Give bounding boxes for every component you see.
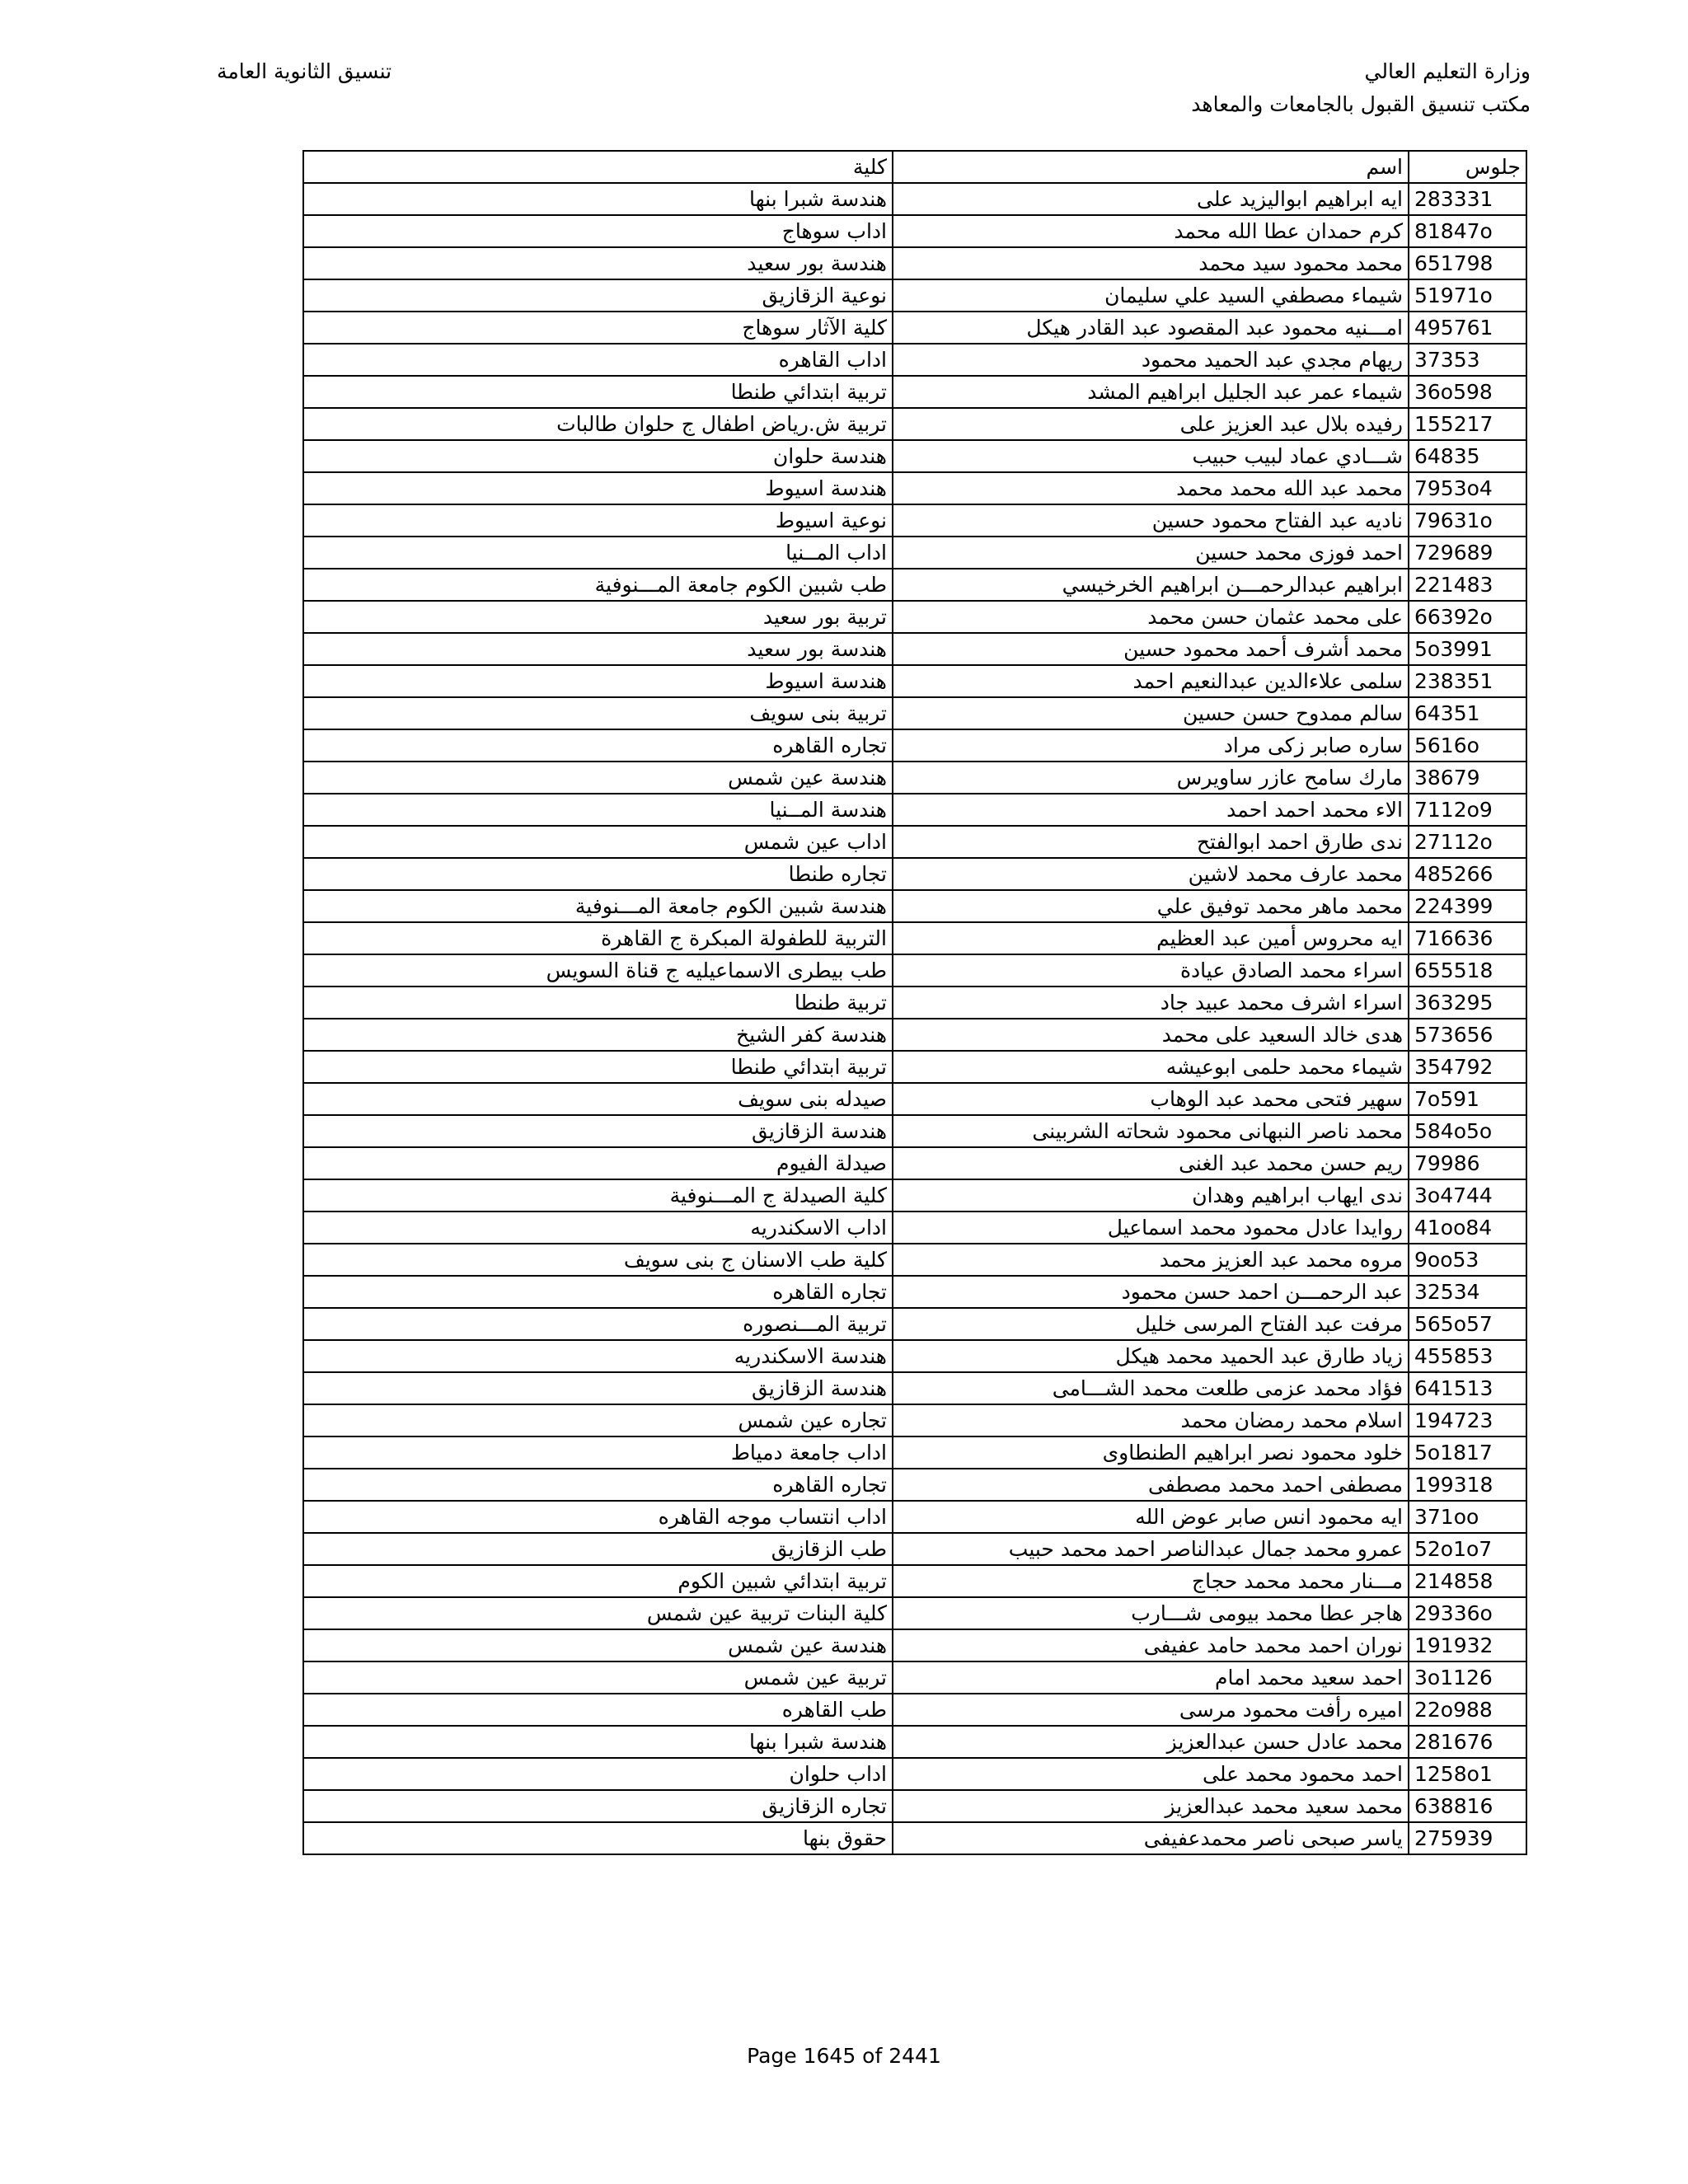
table-row bbox=[303, 504, 1526, 537]
faculty-cell: تربية بور سعيد bbox=[303, 601, 893, 633]
seat-cell: 64351 bbox=[1409, 697, 1526, 729]
table-row bbox=[303, 1597, 1526, 1629]
name-cell: عمرو محمد جمال عبدالناصر احمد محمد حبيب bbox=[893, 1533, 1409, 1565]
faculty-cell: تربية عين شمس bbox=[303, 1661, 893, 1694]
name-cell: مصطفى احمد محمد مصطفى bbox=[893, 1469, 1409, 1501]
seat-cell: 81847o bbox=[1409, 215, 1526, 247]
seat-cell: 36o598 bbox=[1409, 376, 1526, 408]
faculty-cell: طب شبين الكوم جامعة المـــنوفية bbox=[303, 569, 893, 601]
faculty-cell: تجاره القاهره bbox=[303, 729, 893, 762]
office-title: مكتب تنسيق القبول بالجامعات والمعاهد bbox=[1191, 92, 1531, 116]
faculty-cell: هندسة عين شمس bbox=[303, 762, 893, 794]
seat-cell: 455853 bbox=[1409, 1340, 1526, 1372]
faculty-cell: هندسة كفر الشيخ bbox=[303, 1019, 893, 1051]
table-row bbox=[303, 440, 1526, 472]
name-cell: محمد محمود سيد محمد bbox=[893, 247, 1409, 279]
seat-cell: 565o57 bbox=[1409, 1308, 1526, 1340]
faculty-cell: هندسة عين شمس bbox=[303, 1629, 893, 1661]
seat-cell: 9oo53 bbox=[1409, 1244, 1526, 1276]
faculty-cell: طب بيطرى الاسماعيليه ج قناة السويس bbox=[303, 954, 893, 987]
name-cell: محمد عبد الله محمد محمد bbox=[893, 472, 1409, 504]
seat-cell: 651798 bbox=[1409, 247, 1526, 279]
faculty-cell: تربية ابتدائي طنطا bbox=[303, 376, 893, 408]
table-row bbox=[303, 987, 1526, 1019]
seat-cell: 1258o1 bbox=[1409, 1758, 1526, 1790]
name-cell: سلمى علاءالدين عبدالنعيم احمد bbox=[893, 665, 1409, 697]
name-cell: ساره صابر زكى مراد bbox=[893, 729, 1409, 762]
faculty-cell: تربية ش.رياض اطفال ج حلوان طالبات bbox=[303, 408, 893, 440]
name-cell: احمد سعيد محمد امام bbox=[893, 1661, 1409, 1694]
seat-cell: 5o3991 bbox=[1409, 633, 1526, 665]
table-row bbox=[303, 408, 1526, 440]
column-header-seat: جلوس bbox=[1409, 151, 1526, 183]
table-header-row bbox=[303, 151, 1526, 183]
name-cell: زياد طارق عبد الحميد محمد هيكل bbox=[893, 1340, 1409, 1372]
seat-cell: 66392o bbox=[1409, 601, 1526, 633]
faculty-cell: اداب حلوان bbox=[303, 1758, 893, 1790]
name-cell: شيماء عمر عبد الجليل ابراهيم المشد bbox=[893, 376, 1409, 408]
table-row bbox=[303, 794, 1526, 826]
table-body bbox=[303, 183, 1526, 1854]
table-row bbox=[303, 1147, 1526, 1179]
name-cell: ايه محروس أمين عبد العظيم bbox=[893, 922, 1409, 954]
faculty-cell: اداب جامعة دمياط bbox=[303, 1436, 893, 1469]
faculty-cell: تربية بنى سويف bbox=[303, 697, 893, 729]
name-cell: سالم ممدوح حسن حسين bbox=[893, 697, 1409, 729]
faculty-cell: التربية للطفولة المبكرة ج القاهرة bbox=[303, 922, 893, 954]
name-cell: روايدا عادل محمود محمد اسماعيل bbox=[893, 1212, 1409, 1244]
table-row bbox=[303, 537, 1526, 569]
name-cell: ابراهيم عبدالرحمـــن ابراهيم الخرخيسي bbox=[893, 569, 1409, 601]
table-row bbox=[303, 858, 1526, 890]
faculty-cell: تجاره الزقازيق bbox=[303, 1790, 893, 1822]
table-row bbox=[303, 601, 1526, 633]
name-cell: ياسر صبحى ناصر محمدعفيفى bbox=[893, 1822, 1409, 1854]
table-row bbox=[303, 1179, 1526, 1212]
table-row bbox=[303, 376, 1526, 408]
table-row bbox=[303, 1533, 1526, 1565]
faculty-cell: تجاره القاهره bbox=[303, 1276, 893, 1308]
seat-cell: 7112o9 bbox=[1409, 794, 1526, 826]
name-cell: احمد محمود محمد على bbox=[893, 1758, 1409, 1790]
faculty-cell: تربية ابتدائي شبين الكوم bbox=[303, 1565, 893, 1597]
seat-cell: 224399 bbox=[1409, 890, 1526, 922]
name-cell: ندى طارق احمد ابوالفتح bbox=[893, 826, 1409, 858]
table-row bbox=[303, 1244, 1526, 1276]
name-cell: نوران احمد محمد حامد عفيفى bbox=[893, 1629, 1409, 1661]
seat-cell: 79986 bbox=[1409, 1147, 1526, 1179]
name-cell: محمد سعيد محمد عبدالعزيز bbox=[893, 1790, 1409, 1822]
name-cell: اميره رأفت محمود مرسى bbox=[893, 1694, 1409, 1726]
faculty-cell: طب الزقازيق bbox=[303, 1533, 893, 1565]
name-cell: امـــنيه محمود عبد المقصود عبد القادر هيكل bbox=[893, 312, 1409, 344]
faculty-cell: اداب عين شمس bbox=[303, 826, 893, 858]
faculty-cell: اداب القاهره bbox=[303, 344, 893, 376]
table-row bbox=[303, 183, 1526, 215]
name-cell: ايه محمود انس صابر عوض الله bbox=[893, 1501, 1409, 1533]
admissions-table bbox=[302, 150, 1527, 1855]
seat-cell: 716636 bbox=[1409, 922, 1526, 954]
faculty-cell: هندسة المــنيا bbox=[303, 794, 893, 826]
table-row bbox=[303, 1019, 1526, 1051]
faculty-cell: اداب الاسكندريه bbox=[303, 1212, 893, 1244]
name-cell: ناديه عبد الفتاح محمود حسين bbox=[893, 504, 1409, 537]
faculty-cell: هندسة بور سعيد bbox=[303, 633, 893, 665]
name-cell: خلود محمود نصر ابراهيم الطنطاوى bbox=[893, 1436, 1409, 1469]
seat-cell: 52o1o7 bbox=[1409, 1533, 1526, 1565]
seat-cell: 29336o bbox=[1409, 1597, 1526, 1629]
column-header-faculty: كلية bbox=[303, 151, 893, 183]
table-row bbox=[303, 633, 1526, 665]
name-cell: ايه ابراهيم ابواليزيد على bbox=[893, 183, 1409, 215]
name-cell: مـــنار محمد محمد حجاج bbox=[893, 1565, 1409, 1597]
seat-cell: 27112o bbox=[1409, 826, 1526, 858]
table-row bbox=[303, 279, 1526, 312]
table-row bbox=[303, 1276, 1526, 1308]
table-row bbox=[303, 1436, 1526, 1469]
seat-cell: 283331 bbox=[1409, 183, 1526, 215]
table-row bbox=[303, 1822, 1526, 1854]
name-cell: اسلام محمد رمضان محمد bbox=[893, 1404, 1409, 1436]
faculty-cell: تربية المـــنصوره bbox=[303, 1308, 893, 1340]
name-cell: الاء محمد احمد احمد bbox=[893, 794, 1409, 826]
table-row bbox=[303, 1404, 1526, 1436]
faculty-cell: هندسة الاسكندريه bbox=[303, 1340, 893, 1372]
table-row bbox=[303, 1661, 1526, 1694]
name-cell: فؤاد محمد عزمى طلعت محمد الشـــامى bbox=[893, 1372, 1409, 1404]
seat-cell: 3o4744 bbox=[1409, 1179, 1526, 1212]
table-row bbox=[303, 1083, 1526, 1115]
seat-cell: 155217 bbox=[1409, 408, 1526, 440]
seat-cell: 655518 bbox=[1409, 954, 1526, 987]
table-row bbox=[303, 665, 1526, 697]
faculty-cell: تجاره طنطا bbox=[303, 858, 893, 890]
name-cell: شيماء محمد حلمى ابوعيشه bbox=[893, 1051, 1409, 1083]
seat-cell: 485266 bbox=[1409, 858, 1526, 890]
faculty-cell: هندسة شبين الكوم جامعة المـــنوفية bbox=[303, 890, 893, 922]
table-row bbox=[303, 569, 1526, 601]
table-row bbox=[303, 472, 1526, 504]
name-cell: مارك سامح عازر ساويرس bbox=[893, 762, 1409, 794]
seat-cell: 191932 bbox=[1409, 1629, 1526, 1661]
name-cell: مروه محمد عبد العزيز محمد bbox=[893, 1244, 1409, 1276]
faculty-cell: هندسة شبرا بنها bbox=[303, 183, 893, 215]
name-cell: هدى خالد السعيد على محمد bbox=[893, 1019, 1409, 1051]
faculty-cell: نوعية الزقازيق bbox=[303, 279, 893, 312]
table-row bbox=[303, 826, 1526, 858]
name-cell: محمد عارف محمد لاشين bbox=[893, 858, 1409, 890]
faculty-cell: هندسة اسيوط bbox=[303, 472, 893, 504]
faculty-cell: هندسة الزقازيق bbox=[303, 1372, 893, 1404]
table-row bbox=[303, 1372, 1526, 1404]
table-row bbox=[303, 215, 1526, 247]
name-cell: سهير فتحى محمد عبد الوهاب bbox=[893, 1083, 1409, 1115]
table-row bbox=[303, 1115, 1526, 1147]
faculty-cell: كلية البنات تربية عين شمس bbox=[303, 1597, 893, 1629]
table-row bbox=[303, 762, 1526, 794]
faculty-cell: هندسة بور سعيد bbox=[303, 247, 893, 279]
table-row bbox=[303, 1629, 1526, 1661]
seat-cell: 638816 bbox=[1409, 1790, 1526, 1822]
seat-cell: 32534 bbox=[1409, 1276, 1526, 1308]
faculty-cell: صيدله بنى سويف bbox=[303, 1083, 893, 1115]
seat-cell: 7o591 bbox=[1409, 1083, 1526, 1115]
table-row bbox=[303, 890, 1526, 922]
name-cell: عبد الرحمـــن احمد حسن محمود bbox=[893, 1276, 1409, 1308]
table-row bbox=[303, 1212, 1526, 1244]
faculty-cell: هندسة اسيوط bbox=[303, 665, 893, 697]
seat-cell: 7953o4 bbox=[1409, 472, 1526, 504]
name-cell: اسراء محمد الصادق عيادة bbox=[893, 954, 1409, 987]
faculty-cell: صيدلة الفيوم bbox=[303, 1147, 893, 1179]
table-row bbox=[303, 1726, 1526, 1758]
column-header-name: اسم bbox=[893, 151, 1409, 183]
name-cell: محمد ناصر النبهانى محمود شحاته الشربينى bbox=[893, 1115, 1409, 1147]
table-row bbox=[303, 954, 1526, 987]
faculty-cell: نوعية اسيوط bbox=[303, 504, 893, 537]
faculty-cell: كلية الصيدلة ج المـــنوفية bbox=[303, 1179, 893, 1212]
seat-cell: 5o1817 bbox=[1409, 1436, 1526, 1469]
table-row bbox=[303, 312, 1526, 344]
faculty-cell: طب القاهره bbox=[303, 1694, 893, 1726]
seat-cell: 38679 bbox=[1409, 762, 1526, 794]
table-row bbox=[303, 1565, 1526, 1597]
seat-cell: 354792 bbox=[1409, 1051, 1526, 1083]
seat-cell: 5616o bbox=[1409, 729, 1526, 762]
table-row bbox=[303, 697, 1526, 729]
name-cell: محمد ماهر محمد توفيق علي bbox=[893, 890, 1409, 922]
seat-cell: 194723 bbox=[1409, 1404, 1526, 1436]
name-cell: مرفت عبد الفتاح المرسى خليل bbox=[893, 1308, 1409, 1340]
name-cell: ريم حسن محمد عبد الغنى bbox=[893, 1147, 1409, 1179]
seat-cell: 199318 bbox=[1409, 1469, 1526, 1501]
table-row bbox=[303, 1694, 1526, 1726]
seat-cell: 584o5o bbox=[1409, 1115, 1526, 1147]
faculty-cell: كلية طب الاسنان ج بنى سويف bbox=[303, 1244, 893, 1276]
name-cell: كرم حمدان عطا الله محمد bbox=[893, 215, 1409, 247]
seat-cell: 214858 bbox=[1409, 1565, 1526, 1597]
program-title: تنسيق الثانوية العامة bbox=[217, 59, 392, 83]
page-number: Page 1645 of 2441 bbox=[747, 2044, 941, 2068]
table-row bbox=[303, 922, 1526, 954]
seat-cell: 238351 bbox=[1409, 665, 1526, 697]
faculty-cell: تربية ابتدائي طنطا bbox=[303, 1051, 893, 1083]
seat-cell: 363295 bbox=[1409, 987, 1526, 1019]
name-cell: هاجر عطا محمد بيومى شـــارب bbox=[893, 1597, 1409, 1629]
seat-cell: 371oo bbox=[1409, 1501, 1526, 1533]
table-row bbox=[303, 247, 1526, 279]
seat-cell: 641513 bbox=[1409, 1372, 1526, 1404]
table-row bbox=[303, 344, 1526, 376]
name-cell: احمد فوزى محمد حسين bbox=[893, 537, 1409, 569]
faculty-cell: هندسة الزقازيق bbox=[303, 1115, 893, 1147]
seat-cell: 79631o bbox=[1409, 504, 1526, 537]
faculty-cell: حقوق بنها bbox=[303, 1822, 893, 1854]
seat-cell: 573656 bbox=[1409, 1019, 1526, 1051]
seat-cell: 64835 bbox=[1409, 440, 1526, 472]
seat-cell: 495761 bbox=[1409, 312, 1526, 344]
name-cell: ندى ايهاب ابراهيم وهدان bbox=[893, 1179, 1409, 1212]
seat-cell: 221483 bbox=[1409, 569, 1526, 601]
name-cell: محمد أشرف أحمد محمود حسين bbox=[893, 633, 1409, 665]
seat-cell: 729689 bbox=[1409, 537, 1526, 569]
table-row bbox=[303, 1340, 1526, 1372]
name-cell: محمد عادل حسن عبدالعزيز bbox=[893, 1726, 1409, 1758]
seat-cell: 41oo84 bbox=[1409, 1212, 1526, 1244]
table-row bbox=[303, 1790, 1526, 1822]
faculty-cell: تجاره القاهره bbox=[303, 1469, 893, 1501]
seat-cell: 37353 bbox=[1409, 344, 1526, 376]
seat-cell: 22o988 bbox=[1409, 1694, 1526, 1726]
table-row bbox=[303, 1469, 1526, 1501]
name-cell: اسراء اشرف محمد عبيد جاد bbox=[893, 987, 1409, 1019]
name-cell: شيماء مصطفي السيد علي سليمان bbox=[893, 279, 1409, 312]
table-row bbox=[303, 1051, 1526, 1083]
name-cell: ريهام مجدي عبد الحميد محمود bbox=[893, 344, 1409, 376]
faculty-cell: اداب المــنيا bbox=[303, 537, 893, 569]
faculty-cell: هندسة حلوان bbox=[303, 440, 893, 472]
seat-cell: 281676 bbox=[1409, 1726, 1526, 1758]
faculty-cell: كلية الآثار سوهاج bbox=[303, 312, 893, 344]
ministry-title: وزارة التعليم العالي bbox=[1364, 59, 1531, 83]
table-row bbox=[303, 1308, 1526, 1340]
faculty-cell: هندسة شبرا بنها bbox=[303, 1726, 893, 1758]
faculty-cell: تربية طنطا bbox=[303, 987, 893, 1019]
table-row bbox=[303, 729, 1526, 762]
seat-cell: 3o1126 bbox=[1409, 1661, 1526, 1694]
table-row bbox=[303, 1758, 1526, 1790]
seat-cell: 275939 bbox=[1409, 1822, 1526, 1854]
faculty-cell: اداب سوهاج bbox=[303, 215, 893, 247]
faculty-cell: تجاره عين شمس bbox=[303, 1404, 893, 1436]
name-cell: رفيده بلال عبد العزيز على bbox=[893, 408, 1409, 440]
faculty-cell: اداب انتساب موجه القاهره bbox=[303, 1501, 893, 1533]
name-cell: على محمد عثمان حسن محمد bbox=[893, 601, 1409, 633]
seat-cell: 51971o bbox=[1409, 279, 1526, 312]
table-row bbox=[303, 1501, 1526, 1533]
name-cell: شـــادي عماد لبيب حبيب bbox=[893, 440, 1409, 472]
